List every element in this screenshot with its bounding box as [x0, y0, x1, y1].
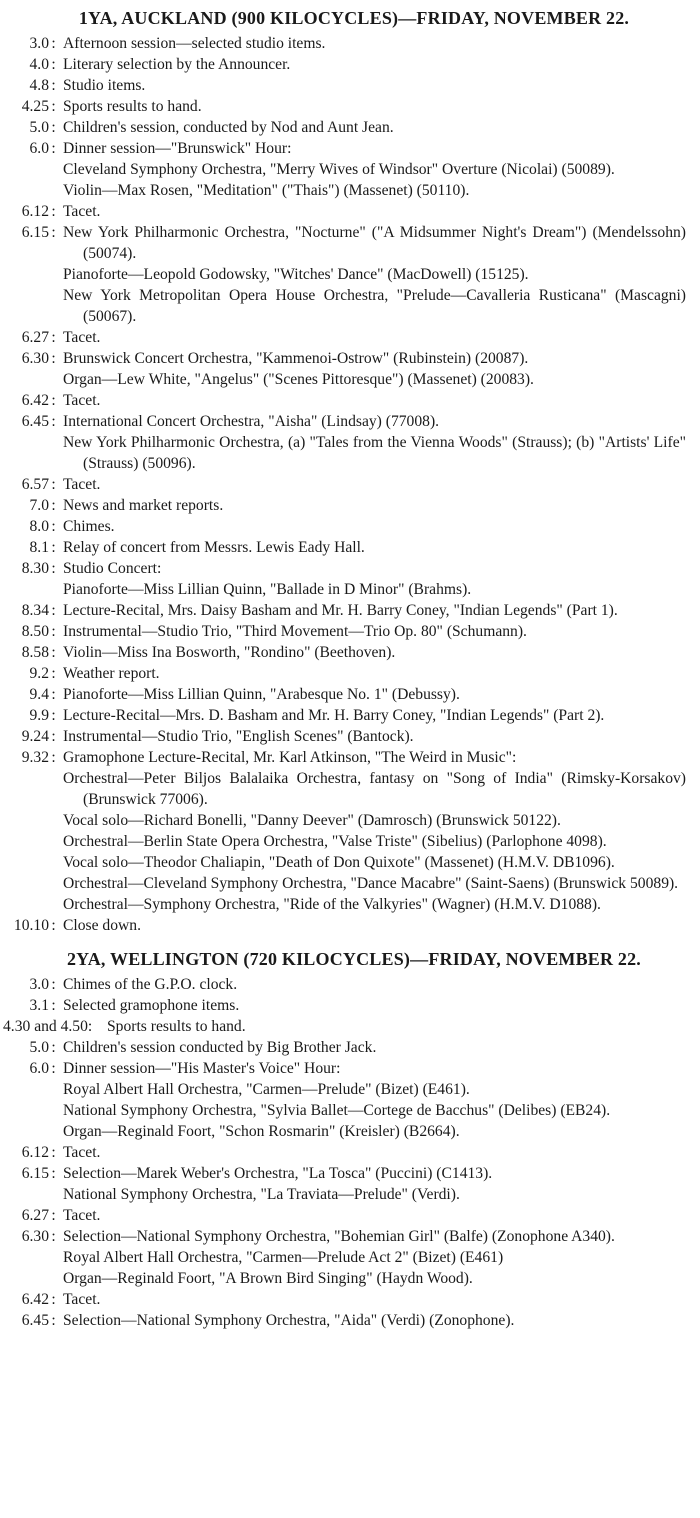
time-colon: :	[51, 602, 56, 619]
entry-description: Tacet.	[63, 476, 101, 493]
schedule-entry	[3, 1142, 686, 1163]
entry-body	[63, 327, 686, 348]
schedule-entry	[3, 558, 686, 600]
entry-body	[63, 516, 686, 537]
entry-description: Lecture-Recital—Mrs. D. Basham and Mr. H. Barry Coney, "Indian Legends" (Part 2).	[63, 707, 605, 724]
time-colon: :	[51, 1039, 56, 1056]
entry-body	[63, 1163, 686, 1205]
entry-description: Tacet.	[63, 1207, 101, 1224]
time-colon: :	[51, 350, 56, 367]
schedule-entry	[3, 75, 686, 96]
entry-description: Instrumental—Studio Trio, "English Scenes" (Bantock).	[63, 728, 414, 745]
schedule-entry	[3, 117, 686, 138]
time-value: 6.15	[21, 1165, 49, 1182]
programme-item: Vocal solo—Richard Bonelli, "Danny Deever" (Damrosch) (Brunswick 50122).	[63, 812, 561, 829]
station-1-schedule	[0, 33, 700, 936]
entry-time	[3, 684, 63, 705]
entry-body	[63, 117, 686, 138]
time-colon: :	[51, 707, 56, 724]
time-colon: :	[51, 77, 56, 94]
entry-description: Tacet.	[63, 329, 101, 346]
schedule-entry	[3, 1163, 686, 1205]
schedule-entry	[3, 663, 686, 684]
time-value: 7.0	[29, 497, 49, 514]
time-value: 3.1	[29, 997, 49, 1014]
schedule-entry	[3, 537, 686, 558]
entry-body	[63, 1142, 686, 1163]
entry-body	[63, 537, 686, 558]
schedule-entry	[3, 1205, 686, 1226]
programme-item: Orchestral—Peter Biljos Balalaika Orchestra, fantasy on "Song of India" (Rimsky-Korsakov) (Brunswick 77006).	[63, 770, 686, 808]
time-colon: :	[51, 917, 56, 934]
entry-time	[3, 201, 63, 222]
time-value: 9.2	[29, 665, 49, 682]
entry-body	[63, 222, 686, 327]
time-value: 6.12	[21, 1144, 49, 1161]
entry-time	[3, 1310, 63, 1331]
time-value: 4.8	[29, 77, 49, 94]
time-colon: :	[51, 413, 56, 430]
entry-description: Violin—Miss Ina Bosworth, "Rondino" (Beethoven).	[63, 644, 396, 661]
time-colon: :	[51, 224, 56, 241]
entry-time	[3, 1037, 63, 1058]
entry-body	[63, 684, 686, 705]
entry-description: Weather report.	[63, 665, 160, 682]
entry-description: Dinner session—"Brunswick" Hour:	[63, 140, 292, 157]
entry-description: Afternoon session—selected studio items.	[63, 35, 326, 52]
entry-body	[63, 33, 686, 54]
time-value: 3.0	[29, 35, 49, 52]
entry-description: Selection—Marek Weber's Orchestra, "La Tosca" (Puccini) (C1413).	[63, 1165, 493, 1182]
schedule-entry	[3, 726, 686, 747]
schedule-entry	[3, 974, 686, 995]
entry-time	[3, 1289, 63, 1310]
entry-time	[3, 390, 63, 411]
schedule-entry	[3, 995, 686, 1016]
schedule-entry	[3, 1226, 686, 1289]
time-value: 9.24	[21, 728, 49, 745]
entry-body	[63, 1037, 686, 1058]
time-value: 6.0	[29, 140, 49, 157]
time-value: 8.0	[29, 518, 49, 535]
time-value: 10.10	[13, 917, 49, 934]
entry-time	[3, 600, 63, 621]
time-value: 3.0	[29, 976, 49, 993]
entry-time	[3, 747, 63, 915]
time-value: 6.42	[21, 392, 49, 409]
entry-body	[63, 600, 686, 621]
schedule-entry	[3, 705, 686, 726]
time-value: 4.30 and 4.50:	[3, 1018, 93, 1035]
entry-body	[63, 390, 686, 411]
schedule-entry	[3, 54, 686, 75]
time-value: 6.15	[21, 224, 49, 241]
entry-description: Tacet.	[63, 1144, 101, 1161]
entry-body	[63, 348, 686, 390]
entry-time	[3, 96, 63, 117]
entry-description: Studio Concert:	[63, 560, 162, 577]
entry-time	[3, 995, 63, 1016]
entry-time	[3, 348, 63, 390]
schedule-entry	[3, 390, 686, 411]
time-colon: :	[51, 98, 56, 115]
time-value: 6.27	[21, 1207, 49, 1224]
schedule-entry	[3, 1289, 686, 1310]
time-value: 4.25	[21, 98, 49, 115]
programme-item: Pianoforte—Leopold Godowsky, "Witches' Dance" (MacDowell) (15125).	[63, 266, 529, 283]
entry-time	[3, 1226, 63, 1289]
time-value: 6.27	[21, 329, 49, 346]
schedule-entry	[3, 600, 686, 621]
schedule-entry	[3, 348, 686, 390]
schedule-entry	[3, 474, 686, 495]
entry-time	[3, 495, 63, 516]
time-colon: :	[51, 497, 56, 514]
time-colon: :	[51, 728, 56, 745]
programme-item: Organ—Reginald Foort, "A Brown Bird Singing" (Haydn Wood).	[63, 1270, 473, 1287]
time-colon: :	[51, 623, 56, 640]
entry-time	[3, 1142, 63, 1163]
time-value: 4.0	[29, 56, 49, 73]
station-2-schedule	[0, 974, 700, 1331]
entry-body	[63, 705, 686, 726]
schedule-entry	[3, 642, 686, 663]
time-colon: :	[51, 1207, 56, 1224]
entry-description: International Concert Orchestra, "Aisha" (Lindsay) (77008).	[63, 413, 440, 430]
entry-time	[3, 54, 63, 75]
entry-description: Selection—National Symphony Orchestra, "Bohemian Girl" (Balfe) (Zonophone A340).	[63, 1228, 615, 1245]
programme-item: New York Philharmonic Orchestra, (a) "Tales from the Vienna Woods" (Strauss); (b) "Artists' Life" (Strauss) (50096).	[63, 434, 686, 472]
programme-item: Vocal solo—Theodor Chaliapin, "Death of Don Quixote" (Massenet) (H.M.V. DB1096).	[63, 854, 615, 871]
time-value: 6.30	[21, 1228, 49, 1245]
programme-item: Organ—Reginald Foort, "Schon Rosmarin" (Kreisler) (B2664).	[63, 1123, 460, 1140]
entry-description: Pianoforte—Miss Lillian Quinn, "Arabesque No. 1" (Debussy).	[63, 686, 460, 703]
entry-body	[63, 54, 686, 75]
entry-body	[63, 138, 686, 201]
entry-time	[3, 558, 63, 600]
time-value: 5.0	[29, 1039, 49, 1056]
entry-time	[3, 915, 63, 936]
time-value: 6.45	[21, 413, 49, 430]
entry-body	[63, 663, 686, 684]
entry-time	[3, 327, 63, 348]
entry-time	[3, 1058, 63, 1142]
schedule-entry	[3, 621, 686, 642]
schedule-entry	[3, 747, 686, 915]
time-value: 6.42	[21, 1291, 49, 1308]
programme-item: Organ—Lew White, "Angelus" ("Scenes Pittoresque") (Massenet) (20083).	[63, 371, 534, 388]
entry-description: Lecture-Recital, Mrs. Daisy Basham and Mr. H. Barry Coney, "Indian Legends" (Part 1).	[63, 602, 618, 619]
entry-time	[3, 411, 63, 474]
entry-description: Children's session, conducted by Nod and Aunt Jean.	[63, 119, 394, 136]
entry-time	[3, 138, 63, 201]
station-2-heading: 2YA, WELLINGTON (720 KILOCYCLES)—FRIDAY, NOVEMBER 22.	[66, 949, 642, 969]
time-value: 6.0	[29, 1060, 49, 1077]
entry-body	[63, 995, 686, 1016]
entry-time	[3, 33, 63, 54]
entry-description: Instrumental—Studio Trio, "Third Movement—Trio Op. 80" (Schumann).	[63, 623, 527, 640]
entry-body	[63, 495, 686, 516]
schedule-entry	[3, 684, 686, 705]
entry-description: Children's session conducted by Big Brother Jack.	[63, 1039, 377, 1056]
schedule-entry	[3, 1037, 686, 1058]
entry-description: Chimes of the G.P.O. clock.	[63, 976, 238, 993]
schedule-entry	[3, 411, 686, 474]
time-value: 8.58	[21, 644, 49, 661]
time-colon: :	[51, 392, 56, 409]
entry-description: Selection—National Symphony Orchestra, "Aida" (Verdi) (Zonophone).	[63, 1312, 515, 1329]
entry-body	[63, 1226, 686, 1289]
time-colon: :	[51, 56, 56, 73]
entry-description: Chimes.	[63, 518, 115, 535]
programme-item: National Symphony Orchestra, "La Traviata—Prelude" (Verdi).	[63, 1186, 460, 1203]
time-value: 6.57	[21, 476, 49, 493]
programme-item: Orchestral—Berlin State Opera Orchestra, "Valse Triste" (Sibelius) (Parlophone 4098).	[63, 833, 607, 850]
programme-item: Violin—Max Rosen, "Meditation" ("Thais") (Massenet) (50110).	[63, 182, 470, 199]
entry-body	[63, 474, 686, 495]
time-value: 6.12	[21, 203, 49, 220]
schedule-entry	[3, 495, 686, 516]
schedule-entry	[3, 201, 686, 222]
time-value: 6.30	[21, 350, 49, 367]
time-value: 6.45	[21, 1312, 49, 1329]
time-colon: :	[51, 560, 56, 577]
entry-body	[63, 1289, 686, 1310]
time-colon: :	[51, 1228, 56, 1245]
entry-body	[63, 974, 686, 995]
programme-item: National Symphony Orchestra, "Sylvia Ballet—Cortege de Bacchus" (Delibes) (EB24).	[63, 1102, 611, 1119]
entry-description: New York Philharmonic Orchestra, "Nocturne" ("A Midsummer Night's Dream") (Mendelssohn) (50074).	[63, 224, 686, 262]
schedule-entry	[3, 327, 686, 348]
time-value: 8.50	[21, 623, 49, 640]
time-colon: :	[51, 749, 56, 766]
entry-time	[3, 537, 63, 558]
entry-body	[63, 1310, 686, 1331]
time-colon: :	[51, 1144, 56, 1161]
time-colon: :	[51, 1291, 56, 1308]
time-colon: :	[51, 686, 56, 703]
entry-description: Literary selection by the Announcer.	[63, 56, 291, 73]
time-colon: :	[51, 329, 56, 346]
schedule-entry	[3, 222, 686, 327]
entry-body	[63, 726, 686, 747]
entry-body	[63, 558, 686, 600]
time-colon: :	[51, 665, 56, 682]
time-colon: :	[51, 997, 56, 1014]
schedule-entry	[3, 138, 686, 201]
entry-body	[63, 1058, 686, 1142]
entry-time	[3, 642, 63, 663]
programme-item: Royal Albert Hall Orchestra, "Carmen—Prelude Act 2" (Bizet) (E461)	[63, 1249, 504, 1266]
schedule-entry	[3, 516, 686, 537]
programme-item: Pianoforte—Miss Lillian Quinn, "Ballade in D Minor" (Brahms).	[63, 581, 472, 598]
time-value: 9.9	[29, 707, 49, 724]
time-value: 9.4	[29, 686, 49, 703]
schedule-entry	[3, 1058, 686, 1142]
schedule-entry	[3, 1310, 686, 1331]
entry-description: Sports results to hand.	[107, 1018, 246, 1035]
entry-description: Tacet.	[63, 203, 101, 220]
time-colon: :	[51, 35, 56, 52]
programme-item: Cleveland Symphony Orchestra, "Merry Wives of Windsor" Overture (Nicolai) (50089).	[63, 161, 615, 178]
entry-description: Tacet.	[63, 1291, 101, 1308]
entry-body	[63, 75, 686, 96]
entry-time	[3, 705, 63, 726]
time-colon: :	[51, 539, 56, 556]
entry-description: Gramophone Lecture-Recital, Mr. Karl Atkinson, "The Weird in Music":	[63, 749, 517, 766]
programme-item: Orchestral—Symphony Orchestra, "Ride of the Valkyries" (Wagner) (H.M.V. D1088).	[63, 896, 601, 913]
entry-body	[63, 201, 686, 222]
entry-time	[3, 621, 63, 642]
entry-body	[63, 642, 686, 663]
time-colon: :	[51, 476, 56, 493]
entry-description: Selected gramophone items.	[63, 997, 240, 1014]
time-colon: :	[51, 119, 56, 136]
entry-body	[63, 1205, 686, 1226]
entry-body	[107, 1016, 686, 1037]
entry-body	[63, 621, 686, 642]
entry-time	[3, 1163, 63, 1205]
entry-time	[3, 222, 63, 327]
station-1-heading: 1YA, AUCKLAND (900 KILOCYCLES)—FRIDAY, NOVEMBER 22.	[78, 8, 630, 28]
entry-description: Brunswick Concert Orchestra, "Kammenoi-Ostrow" (Rubinstein) (20087).	[63, 350, 529, 367]
entry-body	[63, 747, 686, 915]
entry-description: Sports results to hand.	[63, 98, 202, 115]
entry-time	[3, 1205, 63, 1226]
time-colon: :	[51, 203, 56, 220]
entry-description: Relay of concert from Messrs. Lewis Eady Hall.	[63, 539, 365, 556]
entry-body	[63, 96, 686, 117]
entry-time	[3, 726, 63, 747]
entry-time	[3, 117, 63, 138]
time-value: 9.32	[21, 749, 49, 766]
entry-time	[3, 516, 63, 537]
entry-description: News and market reports.	[63, 497, 224, 514]
time-value: 5.0	[29, 119, 49, 136]
entry-description: Dinner session—"His Master's Voice" Hour:	[63, 1060, 341, 1077]
programme-item: Royal Albert Hall Orchestra, "Carmen—Prelude" (Bizet) (E461).	[63, 1081, 470, 1098]
programme-item: New York Metropolitan Opera House Orchestra, "Prelude—Cavalleria Rusticana" (Mascagni) (50067).	[63, 287, 686, 325]
time-value: 8.1	[29, 539, 49, 556]
entry-time	[3, 474, 63, 495]
time-colon: :	[51, 1312, 56, 1329]
entry-body	[63, 915, 686, 936]
time-colon: :	[51, 140, 56, 157]
entry-time	[3, 974, 63, 995]
schedule-entry	[3, 915, 686, 936]
time-colon: :	[51, 518, 56, 535]
time-colon: :	[51, 644, 56, 661]
time-value: 8.34	[21, 602, 49, 619]
entry-time	[3, 75, 63, 96]
time-colon: :	[51, 1060, 56, 1077]
time-colon: :	[51, 976, 56, 993]
schedule-entry	[3, 33, 686, 54]
time-value: 8.30	[21, 560, 49, 577]
schedule-entry	[3, 1016, 686, 1037]
entry-description: Close down.	[63, 917, 141, 934]
programme-item: Orchestral—Cleveland Symphony Orchestra, "Dance Macabre" (Saint-Saens) (Brunswick 50089).	[63, 875, 679, 892]
entry-time	[3, 1016, 107, 1037]
schedule-entry	[3, 96, 686, 117]
entry-time	[3, 663, 63, 684]
entry-body	[63, 411, 686, 474]
entry-description: Tacet.	[63, 392, 101, 409]
entry-description: Studio items.	[63, 77, 146, 94]
time-colon: :	[51, 1165, 56, 1182]
